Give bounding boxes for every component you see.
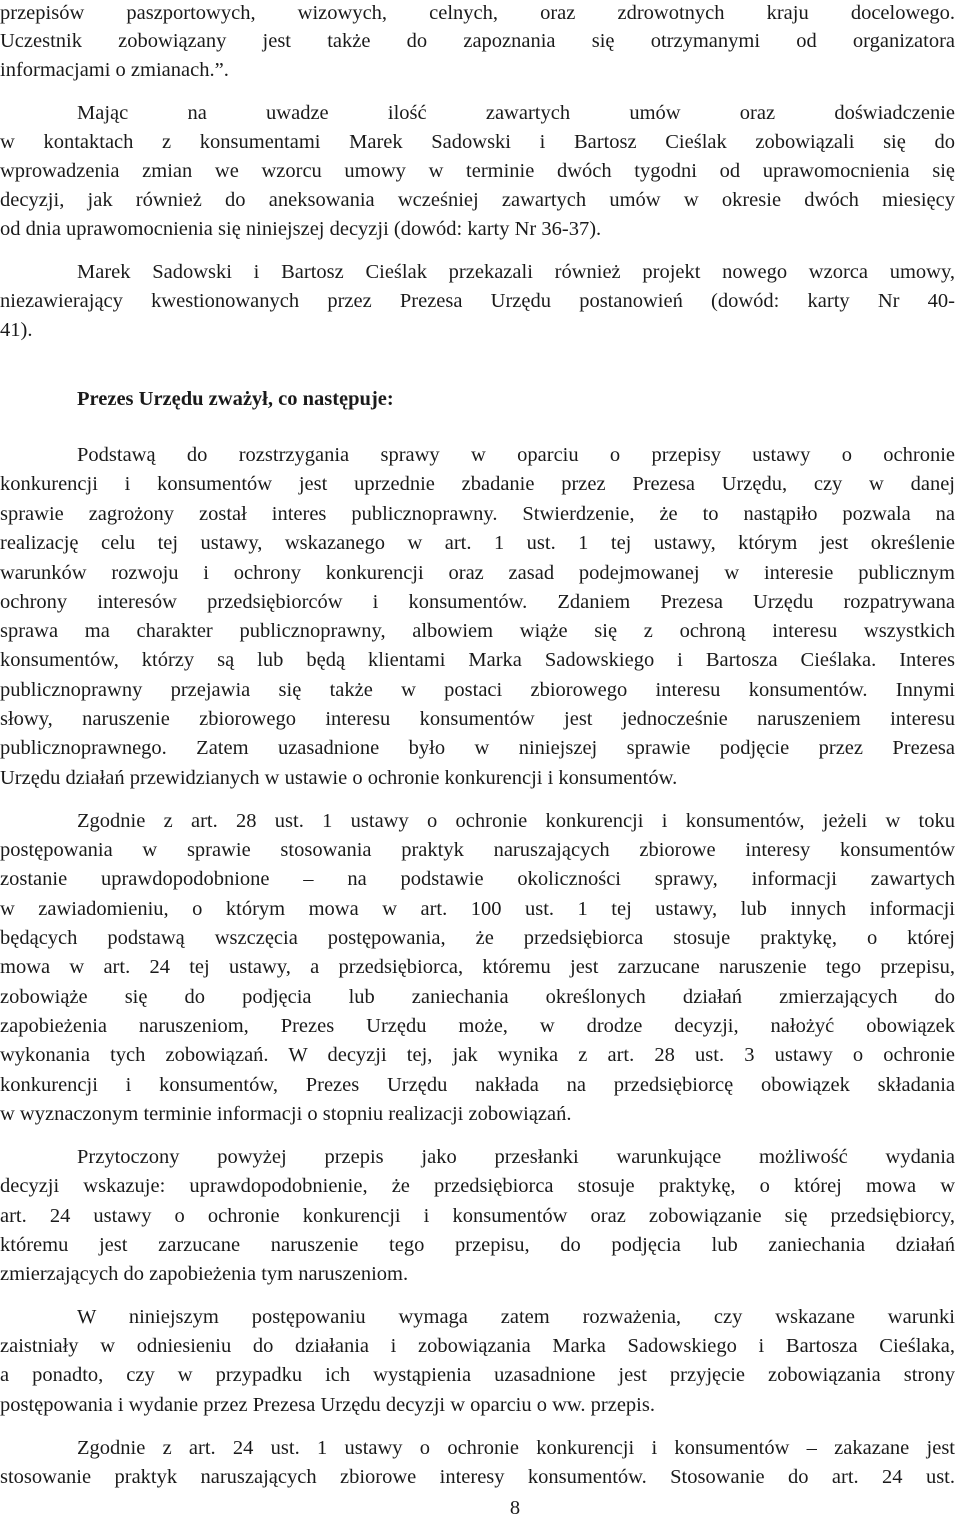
text-line: Zgodnie z art. 28 ust. 1 ustawy o ochronie konkurencji i konsumentów, jeżeli w toku (77, 810, 955, 832)
text-line: w zawiadomieniu, o którym mowa w art. 100 ust. 1 tej ustawy, lub innych informacji (0, 898, 955, 920)
text-line: publicznoprawny przejawia się także w postaci zbiorowego interesu konsumentów. Innymi (0, 679, 955, 701)
text-line: zobowiąże się do podjęcia lub zaniechania określonych działań zmierzających do (0, 986, 955, 1008)
text-line: ochrony interesów przedsiębiorców i konsumentów. Zdaniem Prezesa Urzędu rozpatrywana (0, 591, 955, 613)
text-line: będących podstawą wszczęcia postępowania, że przedsiębiorca stosuje praktykę, o której (0, 927, 955, 949)
section-heading: Prezes Urzędu zważył, co następuje: (77, 388, 394, 410)
text-line: a ponadto, czy w przypadku ich wystąpienia uzasadnione jest przyjęcie zobowiązania strony (0, 1364, 955, 1386)
text-line: zaistniały w odniesieniu do działania i zobowiązania Marka Sadowskiego i Bartosza Cieślaka, (0, 1335, 955, 1357)
text-line: Uczestnik zobowiązany jest także do zapoznania się otrzymanymi od organizatora (0, 30, 955, 52)
text-line: Zgodnie z art. 24 ust. 1 ustawy o ochronie konkurencji i konsumentów – zakazane jest (77, 1437, 955, 1459)
text-line: decyzji wskazuje: uprawdopodobnienie, że przedsiębiorca stosuje praktykę, o której mowa w (0, 1175, 955, 1197)
text-line: Przytoczony powyżej przepis jako przesłanki warunkujące możliwość wydania (77, 1146, 955, 1168)
text-line: w wyznaczonym terminie informacji o stopniu realizacji zobowiązań. (0, 1103, 572, 1125)
text-line: sprawa ma charakter publicznoprawny, albowiem wiąże się z ochroną interesu wszystkich (0, 620, 955, 642)
text-line: konkurencji i konsumentów, Prezes Urzędu nakłada na przedsiębiorcę obowiązek składania (0, 1074, 955, 1096)
text-line: stosowanie praktyk naruszających zbiorowe interesy konsumentów. Stosowanie do art. 24 ust. (0, 1466, 955, 1488)
text-line: sprawie zagrożony został interes publicznoprawny. Stwierdzenie, że to nastąpiło pozwala na (0, 503, 955, 525)
text-line: niezawierający kwestionowanych przez Prezesa Urzędu postanowień (dowód: karty Nr 40- (0, 290, 955, 312)
text-line: zmierzających do zapobieżenia tym naruszeniom. (0, 1263, 409, 1285)
text-line: realizację celu tej ustawy, wskazanego w art. 1 ust. 1 tej ustawy, którym jest określenie (0, 532, 955, 554)
text-line: konsumentów, którzy są lub będą klientami Marka Sadowskiego i Bartosza Cieślaka. Interes (0, 649, 955, 671)
text-line: postępowania w sprawie stosowania praktyk naruszających zbiorowe interesy konsumentów (0, 839, 955, 861)
text-line: któremu jest zarzucane naruszenie tego przepisu, do podjęcia lub zaniechania działań (0, 1234, 955, 1256)
text-line: Urzędu działań przewidzianych w ustawie o ochronie konkurencji i konsumentów. (0, 767, 678, 789)
text-line: słowy, naruszenie zbiorowego interesu konsumentów jest jednocześnie naruszeniem interesu (0, 708, 955, 730)
text-line: Podstawą do rozstrzygania sprawy w oparciu o przepisy ustawy o ochronie (77, 444, 955, 466)
text-line: 41). (0, 319, 33, 341)
text-line: wprowadzenia zmian we wzorcu umowy w terminie dwóch tygodni od uprawomocnienia się (0, 160, 955, 182)
text-line: przepisów paszportowych, wizowych, celnych, oraz zdrowotnych kraju docelowego. (0, 2, 955, 24)
text-line: mowa w art. 24 tej ustawy, a przedsiębiorca, któremu jest zarzucane naruszenie tego przepisu, (0, 956, 955, 978)
text-line: zapobieżenia naruszeniom, Prezes Urzędu może, w drodze decyzji, nałożyć obowiązek (0, 1015, 955, 1037)
text-line: zostanie uprawdopodobnione – na podstawie okoliczności sprawy, informacji zawartych (0, 868, 955, 890)
text-line: decyzji, jak również do aneksowania wcześniej zawartych umów w okresie dwóch miesięcy (0, 189, 955, 211)
text-line: Marek Sadowski i Bartosz Cieślak przekazali również projekt nowego wzorca umowy, (77, 261, 955, 283)
text-line: Mając na uwadze ilość zawartych umów oraz doświadczenie (77, 102, 955, 124)
text-line: konkurencji i konsumentów jest uprzednie zbadanie przez Prezesa Urzędu, czy w danej (0, 473, 955, 495)
text-line: informacjami o zmianach.”. (0, 59, 229, 81)
text-line: publicznoprawnego. Zatem uzasadnione było w niniejszej sprawie podjęcie przez Prezesa (0, 737, 955, 759)
text-line: postępowania i wydanie przez Prezesa Urzędu decyzji w oparciu o ww. przepis. (0, 1394, 655, 1416)
page-number: 8 (509, 1497, 521, 1519)
text-line: wykonania tych zobowiązań. W decyzji tej, jak wynika z art. 28 ust. 3 ustawy o ochronie (0, 1044, 955, 1066)
text-line: W niniejszym postępowaniu wymaga zatem rozważenia, czy wskazane warunki (77, 1306, 955, 1328)
text-line: art. 24 ustawy o ochronie konkurencji i konsumentów oraz zobowiązanie się przedsiębiorcy, (0, 1205, 955, 1227)
text-line: warunków rozwoju i ochrony konkurencji oraz zasad podejmowanej w interesie publicznym (0, 562, 955, 584)
text-line: w kontaktach z konsumentami Marek Sadowski i Bartosz Cieślak zobowiązali się do (0, 131, 955, 153)
text-line: od dnia uprawomocnienia się niniejszej decyzji (dowód: karty Nr 36-37). (0, 218, 602, 240)
